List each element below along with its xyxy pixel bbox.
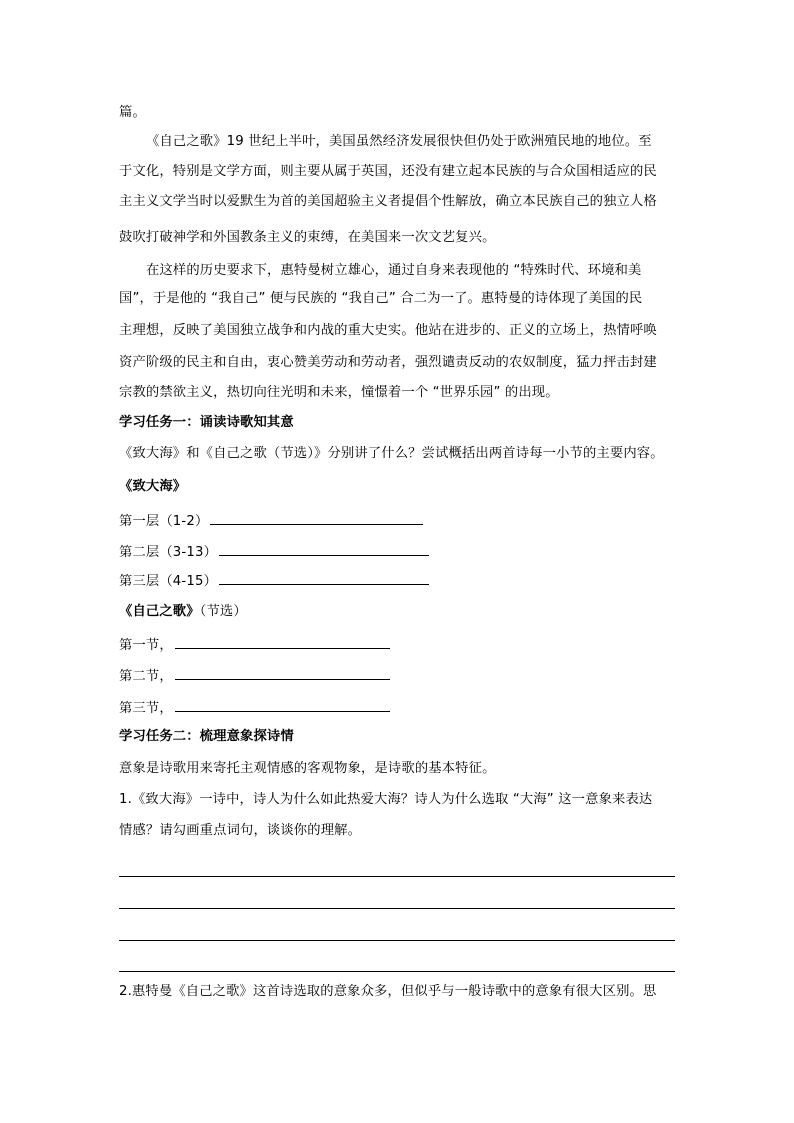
poem2-item-3-label: 第三节， bbox=[119, 701, 173, 716]
poem2-item-1-label: 第一节， bbox=[119, 638, 173, 653]
answer-blank[interactable] bbox=[175, 697, 390, 712]
answer-rule[interactable] bbox=[119, 940, 675, 941]
task2-intro: 意象是诗歌用来寄托主观情感的客观物象，是诗歌的基本特征。 bbox=[119, 761, 496, 776]
poem2-title-line bbox=[119, 603, 247, 621]
answer-rule[interactable] bbox=[119, 876, 675, 877]
paragraph2-line5: 宗教的禁欲主义，热切向往光明和未来，憧憬着一个 “世界乐园” 的出现。 bbox=[119, 385, 559, 400]
paragraph1-line3: 主主义文学当时以爱默生为首的美国超验主义者提倡个性解放，确立本民族自己的独立人格 bbox=[119, 194, 657, 209]
poem2-item-2-label: 第二节， bbox=[119, 669, 173, 684]
answer-rule[interactable] bbox=[119, 908, 675, 909]
poem2-item-3 bbox=[119, 697, 390, 718]
poem1-item-1-label: 第一层（1-2） bbox=[119, 514, 209, 529]
poem2-title: 《自己之歌》 bbox=[119, 604, 200, 619]
answer-blank[interactable] bbox=[175, 665, 390, 680]
answer-blank[interactable] bbox=[219, 570, 429, 585]
poem2-item-1 bbox=[119, 634, 390, 655]
poem1-item-3-label: 第三层（4-15） bbox=[119, 574, 218, 589]
answer-blank[interactable] bbox=[219, 541, 429, 556]
poem1-item-3 bbox=[119, 570, 429, 591]
question2-line1: 2.惠特曼《自己之歌》这首诗选取的意象众多，但似乎与一般诗歌中的意象有很大区别。思 bbox=[119, 984, 657, 999]
answer-blank[interactable] bbox=[175, 634, 390, 649]
task2-heading: 学习任务二：梳理意象探诗情 bbox=[119, 729, 294, 744]
poem1-item-2 bbox=[119, 541, 429, 562]
poem2-item-2 bbox=[119, 665, 390, 686]
poem1-item-1 bbox=[119, 510, 423, 531]
paragraph1-line4: 鼓吹打破神学和外国教条主义的束缚，在美国来一次文艺复兴。 bbox=[119, 230, 496, 245]
paragraph2-line2: 国”，于是他的 “我自己” 便与民族的 “我自己” 合二为一了。惠特曼的诗体现了美国的民 bbox=[119, 291, 643, 306]
poem2-suffix: （节选） bbox=[199, 604, 247, 619]
poem1-title: 《致大海》 bbox=[119, 479, 187, 494]
paragraph2-line4: 资产阶级的民主和自由，衷心赞美劳动和劳动者，强烈谴责反动的农奴制度，猛力抨击封建 bbox=[119, 355, 657, 370]
poem1-item-2-label: 第二层（3-13） bbox=[119, 545, 218, 560]
answer-rule[interactable] bbox=[119, 971, 675, 972]
question1-line2: 情感？请勾画重点词句，谈谈你的理解。 bbox=[119, 823, 362, 838]
question1-line1: 1.《致大海》一诗中，诗人为什么如此热爱大海？诗人为什么选取 “大海” 这一意象来表达 bbox=[119, 792, 653, 807]
paragraph2-line3: 主理想，反映了美国独立战争和内战的重大史实。他站在进步的、正义的立场上，热情呼唤 bbox=[119, 323, 657, 338]
task1-prompt: 《致大海》和《自己之歌（节选）》分别讲了什么？尝试概括出两首诗每一小节的主要内容。 bbox=[119, 446, 664, 461]
task1-heading: 学习任务一：诵读诗歌知其意 bbox=[119, 415, 294, 430]
paragraph2-line1: 在这样的历史要求下，惠特曼树立雄心，通过自身来表现他的 “特殊时代、环境和美 bbox=[146, 263, 642, 278]
intro-tail: 篇。 bbox=[119, 105, 146, 120]
paragraph1-line2: 于文化，特别是文学方面，则主要从属于英国，还没有建立起本民族的与合众国相适应的民 bbox=[119, 164, 657, 179]
answer-blank[interactable] bbox=[210, 510, 423, 525]
paragraph1-line1: 《自己之歌》19 世纪上半叶，美国虽然经济发展很快但仍处于欧洲殖民地的地位。至 bbox=[146, 134, 652, 149]
